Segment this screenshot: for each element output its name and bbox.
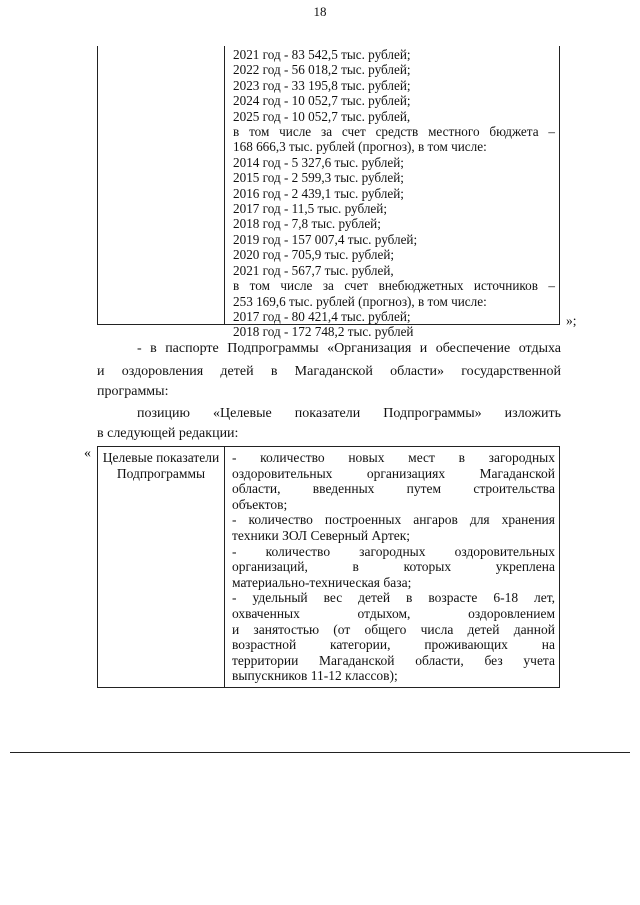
- funding-line: в том числе за счет внебюджетных источников –: [233, 278, 555, 294]
- table-column-divider: [224, 46, 225, 324]
- indicator-line: области, введенных путем строительства: [232, 481, 555, 497]
- indicators-label: Целевые показатели Подпрограммы: [102, 450, 220, 481]
- funding-line: 2017 год - 11,5 тыс. рублей;: [233, 201, 387, 217]
- indicator-line: территории Магаданской области, без учета: [232, 652, 555, 668]
- funding-line: 168 666,3 тыс. рублей (прогноз), в том числе:: [233, 139, 487, 155]
- indicator-line: охваченных отдыхом, оздоровлением: [232, 605, 555, 621]
- funding-line: 2022 год - 56 018,2 тыс. рублей;: [233, 62, 411, 78]
- indicators-table: [97, 446, 560, 688]
- paragraph-1-line-2: и оздоровления детей в Магаданской области» государственной: [97, 364, 561, 379]
- paragraph-2-line-1: позицию «Целевые показатели Подпрограммы» изложить: [137, 406, 561, 421]
- indicator-line: - количество новых мест в загородных: [232, 450, 555, 465]
- indicator-line: объектов;: [232, 496, 288, 512]
- funding-lines: [233, 47, 555, 340]
- indicator-line: организаций, в которых укреплена: [232, 559, 555, 575]
- indicator-line: - количество построенных ангаров для хранения: [232, 512, 555, 528]
- indicator-line: возрастной категории, проживающих на: [232, 637, 555, 653]
- funding-line: 2017 год - 80 421,4 тыс. рублей;: [233, 308, 411, 324]
- indicator-line: - количество загородных оздоровительных: [232, 543, 555, 559]
- indicator-line: и занятостью (от общего числа детей данной: [232, 621, 555, 637]
- indicator-line: техники ЗОЛ Северный Артек;: [232, 527, 411, 543]
- paragraph-1-line-1: - в паспорте Подпрограммы «Организация и обеспечение отдыха: [137, 341, 561, 356]
- indicators-lines: [232, 450, 555, 684]
- funding-table: [97, 46, 560, 340]
- page-number: 18: [313, 4, 327, 19]
- funding-line: 2023 год - 33 195,8 тыс. рублей;: [233, 77, 411, 93]
- table-column-divider: [224, 447, 225, 687]
- funding-line: 2019 год - 157 007,4 тыс. рублей;: [233, 231, 418, 247]
- funding-line: 253 169,6 тыс. рублей (прогноз), в том числе:: [233, 293, 487, 309]
- funding-line: 2014 год - 5 327,6 тыс. рублей;: [233, 154, 404, 170]
- indicator-line: выпускников 11-12 классов);: [232, 668, 398, 684]
- indicator-line: оздоровительных организациях Магаданской: [232, 465, 555, 481]
- funding-line: в том числе за счет средств местного бюджета –: [233, 124, 555, 140]
- funding-line: 2021 год - 83 542,5 тыс. рублей;: [233, 47, 411, 62]
- funding-line: 2015 год - 2 599,3 тыс. рублей;: [233, 170, 404, 186]
- closing-quote: »;: [566, 313, 577, 328]
- funding-line: 2021 год - 567,7 тыс. рублей,: [233, 262, 394, 278]
- funding-line: 2020 год - 705,9 тыс. рублей;: [233, 247, 395, 263]
- indicator-line: материально-техническая база;: [232, 574, 412, 590]
- footer-rule: [10, 752, 630, 753]
- paragraph-1-line-3: программы:: [97, 384, 169, 399]
- funding-line: 2024 год - 10 052,7 тыс. рублей;: [233, 93, 411, 109]
- opening-quote: «: [84, 446, 91, 461]
- paragraph-2-line-2: в следующей редакции:: [97, 426, 239, 441]
- funding-line: 2018 год - 7,8 тыс. рублей;: [233, 216, 381, 232]
- funding-line: 2016 год - 2 439,1 тыс. рублей;: [233, 185, 404, 201]
- funding-line: 2025 год - 10 052,7 тыс. рублей,: [233, 108, 411, 124]
- indicator-line: - удельный вес детей в возрасте 6-18 лет,: [232, 590, 555, 606]
- funding-line: 2018 год - 172 748,2 тыс. рублей: [233, 324, 414, 340]
